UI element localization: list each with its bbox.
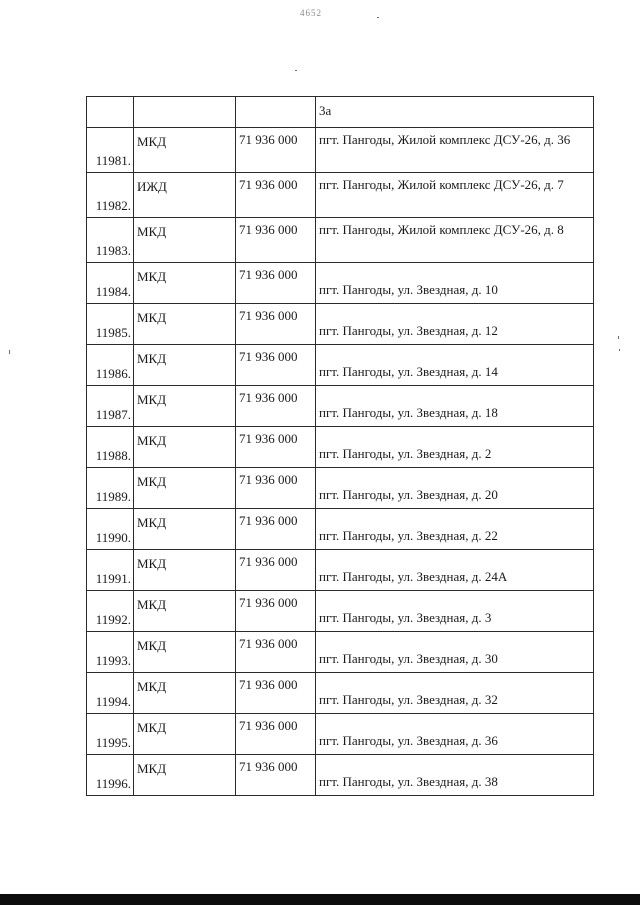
oktmo-code: 71 936 000 <box>236 755 316 796</box>
row-number: 11986. <box>87 345 134 386</box>
row-number: 11995. <box>87 714 134 755</box>
table-row <box>87 97 594 128</box>
building-type: МКД <box>134 673 236 714</box>
oktmo-code: 71 936 000 <box>236 128 316 173</box>
row-number: 11983. <box>87 218 134 263</box>
address: пгт. Пангоды, ул. Звездная, д. 2 <box>316 427 594 468</box>
scan-speck <box>377 17 379 18</box>
table-row <box>87 173 594 218</box>
oktmo-code <box>236 97 316 128</box>
oktmo-code: 71 936 000 <box>236 673 316 714</box>
scan-speck <box>618 336 619 339</box>
building-type: ИЖД <box>134 173 236 218</box>
table-row <box>87 673 594 714</box>
address: пгт. Пангоды, Жилой комплекс ДСУ-26, д. 8 <box>316 218 594 263</box>
oktmo-code: 71 936 000 <box>236 632 316 673</box>
address: пгт. Пангоды, ул. Звездная, д. 24А <box>316 550 594 591</box>
address: пгт. Пангоды, ул. Звездная, д. 30 <box>316 632 594 673</box>
oktmo-code: 71 936 000 <box>236 304 316 345</box>
table-row <box>87 591 594 632</box>
address: пгт. Пангоды, ул. Звездная, д. 10 <box>316 263 594 304</box>
address: пгт. Пангоды, ул. Звездная, д. 14 <box>316 345 594 386</box>
building-type: МКД <box>134 427 236 468</box>
table-row <box>87 755 594 796</box>
building-type: МКД <box>134 386 236 427</box>
building-type: МКД <box>134 304 236 345</box>
building-type: МКД <box>134 468 236 509</box>
address: пгт. Пангоды, ул. Звездная, д. 22 <box>316 509 594 550</box>
building-type: МКД <box>134 632 236 673</box>
address: пгт. Пангоды, ул. Звездная, д. 20 <box>316 468 594 509</box>
row-number: 11996. <box>87 755 134 796</box>
building-type: МКД <box>134 755 236 796</box>
building-type: МКД <box>134 218 236 263</box>
row-number: 11982. <box>87 173 134 218</box>
table-row <box>87 427 594 468</box>
table-row <box>87 386 594 427</box>
scan-speck <box>9 350 10 354</box>
row-number <box>87 97 134 128</box>
building-type: МКД <box>134 591 236 632</box>
oktmo-code: 71 936 000 <box>236 345 316 386</box>
building-type <box>134 97 236 128</box>
building-type: МКД <box>134 509 236 550</box>
oktmo-code: 71 936 000 <box>236 173 316 218</box>
row-number: 11984. <box>87 263 134 304</box>
row-number: 11987. <box>87 386 134 427</box>
table-row <box>87 304 594 345</box>
scan-speck <box>295 70 297 71</box>
address: пгт. Пангоды, ул. Звездная, д. 12 <box>316 304 594 345</box>
row-number: 11994. <box>87 673 134 714</box>
page-number: 4652 <box>300 8 322 18</box>
building-type: МКД <box>134 263 236 304</box>
building-type: МКД <box>134 345 236 386</box>
address: пгт. Пангоды, Жилой комплекс ДСУ-26, д. 36 <box>316 128 594 173</box>
scan-speck <box>619 349 620 351</box>
oktmo-code: 71 936 000 <box>236 263 316 304</box>
address: пгт. Пангоды, ул. Звездная, д. 3 <box>316 591 594 632</box>
oktmo-code: 71 936 000 <box>236 550 316 591</box>
oktmo-code: 71 936 000 <box>236 591 316 632</box>
table-row <box>87 509 594 550</box>
address: 3а <box>316 97 594 128</box>
row-number: 11991. <box>87 550 134 591</box>
row-number: 11981. <box>87 128 134 173</box>
oktmo-code: 71 936 000 <box>236 427 316 468</box>
row-number: 11989. <box>87 468 134 509</box>
table-row <box>87 632 594 673</box>
oktmo-code: 71 936 000 <box>236 468 316 509</box>
registry-table-body <box>87 97 594 796</box>
address: пгт. Пангоды, ул. Звездная, д. 32 <box>316 673 594 714</box>
row-number: 11992. <box>87 591 134 632</box>
table-row <box>87 345 594 386</box>
row-number: 11993. <box>87 632 134 673</box>
oktmo-code: 71 936 000 <box>236 509 316 550</box>
table-row <box>87 263 594 304</box>
building-type: МКД <box>134 550 236 591</box>
building-type: МКД <box>134 128 236 173</box>
row-number: 11985. <box>87 304 134 345</box>
scan-bottom-edge <box>0 894 640 905</box>
oktmo-code: 71 936 000 <box>236 714 316 755</box>
address: пгт. Пангоды, ул. Звездная, д. 18 <box>316 386 594 427</box>
table-row <box>87 128 594 173</box>
oktmo-code: 71 936 000 <box>236 218 316 263</box>
row-number: 11988. <box>87 427 134 468</box>
building-type: МКД <box>134 714 236 755</box>
address: пгт. Пангоды, ул. Звездная, д. 38 <box>316 755 594 796</box>
registry-table <box>86 96 594 796</box>
table-row <box>87 468 594 509</box>
table-row <box>87 714 594 755</box>
address: пгт. Пангоды, ул. Звездная, д. 36 <box>316 714 594 755</box>
table-row <box>87 550 594 591</box>
row-number: 11990. <box>87 509 134 550</box>
address: пгт. Пангоды, Жилой комплекс ДСУ-26, д. 7 <box>316 173 594 218</box>
oktmo-code: 71 936 000 <box>236 386 316 427</box>
table-row <box>87 218 594 263</box>
